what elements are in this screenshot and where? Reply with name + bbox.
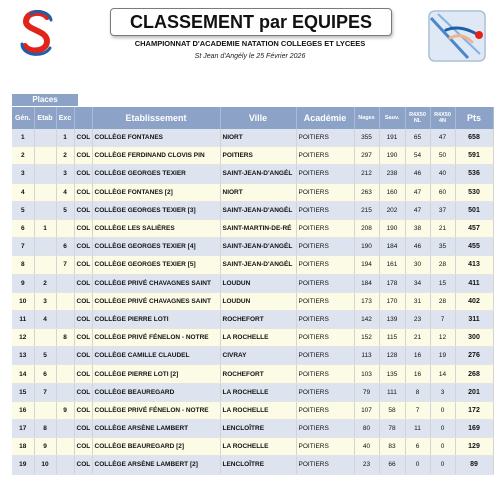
total-points: 530 (455, 183, 493, 201)
city: SAINT-JEAN-D'ANGÉL (220, 201, 296, 219)
relay-4n-points: 28 (430, 292, 455, 310)
school-name: COLLÈGE GEORGES TEXIER [4] (92, 238, 220, 256)
total-points: 268 (455, 365, 493, 383)
academy: POITIERS (296, 129, 354, 147)
school-type: COL (74, 183, 92, 201)
academy: POITIERS (296, 310, 354, 328)
school-type: COL (74, 201, 92, 219)
academy: POITIERS (296, 420, 354, 438)
school-type: COL (74, 329, 92, 347)
school-name: COLLÈGE BEAUREGARD (92, 383, 220, 401)
exc-rank (56, 347, 74, 365)
school-name: COLLÈGE PIERRE LOTI [2] (92, 365, 220, 383)
city: POITIERS (220, 147, 296, 165)
nages-points: 173 (354, 292, 379, 310)
table-row[interactable] (12, 401, 493, 419)
exc-rank (56, 456, 74, 474)
event-date: St Jean d'Angély le 25 Février 2026 (194, 53, 306, 60)
exc-rank: 1 (56, 129, 74, 147)
etab-rank: 4 (34, 310, 56, 328)
etab-rank: 5 (34, 347, 56, 365)
nages-points: 208 (354, 219, 379, 237)
school-type: COL (74, 310, 92, 328)
exc-rank (56, 438, 74, 456)
exc-rank: 2 (56, 147, 74, 165)
city: LOUDUN (220, 292, 296, 310)
relay-nl-points: 30 (405, 256, 430, 274)
academy: POITIERS (296, 365, 354, 383)
academy: POITIERS (296, 347, 354, 365)
sauvetage-points: 139 (379, 310, 405, 328)
total-points: 276 (455, 347, 493, 365)
relay-4n-points: 28 (430, 256, 455, 274)
etab-rank (34, 329, 56, 347)
relay-4n-points: 7 (430, 310, 455, 328)
city: LOUDUN (220, 274, 296, 292)
etab-rank: 6 (34, 365, 56, 383)
academy: POITIERS (296, 183, 354, 201)
school-name: COLLÈGE GEORGES TEXIER [3] (92, 201, 220, 219)
relay-4n-points: 40 (430, 165, 455, 183)
relay-4n-points: 14 (430, 365, 455, 383)
relay-nl-points: 11 (405, 420, 430, 438)
etab-rank (34, 201, 56, 219)
nages-points: 215 (354, 201, 379, 219)
sauvetage-points: 66 (379, 456, 405, 474)
gen-rank: 10 (12, 292, 34, 310)
col-type (74, 107, 92, 129)
academy: POITIERS (296, 147, 354, 165)
total-points: 591 (455, 147, 493, 165)
sauvetage-points: 78 (379, 420, 405, 438)
sauvetage-points: 191 (379, 129, 405, 147)
city: LA ROCHELLE (220, 401, 296, 419)
relay-nl-points: 38 (405, 219, 430, 237)
sauvetage-points: 190 (379, 147, 405, 165)
academy: POITIERS (296, 292, 354, 310)
exc-rank: 8 (56, 329, 74, 347)
academy: POITIERS (296, 238, 354, 256)
school-name: COLLÈGE FONTANES [2] (92, 183, 220, 201)
school-type: COL (74, 456, 92, 474)
school-name: COLLÈGE PRIVÉ FÉNELON - NOTRE (92, 329, 220, 347)
sauvetage-points: 161 (379, 256, 405, 274)
relay-4n-points: 0 (430, 401, 455, 419)
etab-rank (34, 256, 56, 274)
relay-4n-points: 37 (430, 201, 455, 219)
table-row[interactable] (12, 383, 493, 401)
team-ranking-table (12, 107, 494, 475)
relay-4n-points: 0 (430, 456, 455, 474)
exc-rank (56, 274, 74, 292)
relay-4n-points: 21 (430, 219, 455, 237)
exc-rank (56, 383, 74, 401)
sauvetage-points: 170 (379, 292, 405, 310)
total-points: 129 (455, 438, 493, 456)
gen-rank: 4 (12, 183, 34, 201)
school-name: COLLÈGE ARSÈNE LAMBERT (92, 420, 220, 438)
col-sauv[interactable]: Sauv. (379, 107, 405, 129)
school-name: COLLÈGE PRIVÉ CHAVAGNES SAINT (92, 292, 220, 310)
nages-points: 23 (354, 456, 379, 474)
exc-rank (56, 365, 74, 383)
total-points: 201 (455, 383, 493, 401)
city: LA ROCHELLE (220, 383, 296, 401)
nages-points: 107 (354, 401, 379, 419)
city: LENCLOÎTRE (220, 420, 296, 438)
school-type: COL (74, 129, 92, 147)
sauvetage-points: 160 (379, 183, 405, 201)
sauvetage-points: 111 (379, 383, 405, 401)
table-row[interactable] (12, 274, 493, 292)
relay-nl-points: 6 (405, 438, 430, 456)
relay-4n-points: 0 (430, 438, 455, 456)
etab-rank (34, 129, 56, 147)
city: LA ROCHELLE (220, 329, 296, 347)
city: ROCHEFORT (220, 310, 296, 328)
city: CIVRAY (220, 347, 296, 365)
etab-rank: 3 (34, 292, 56, 310)
table-row[interactable] (12, 183, 493, 201)
exc-rank: 7 (56, 256, 74, 274)
school-name: COLLÈGE CAMILLE CLAUDEL (92, 347, 220, 365)
table-row[interactable] (12, 347, 493, 365)
championship-subtitle: CHAMPIONNAT D'ACADEMIE NATATION COLLEGES ET LYCEES (134, 39, 366, 48)
relay-4n-points: 19 (430, 347, 455, 365)
nages-points: 103 (354, 365, 379, 383)
relay-4n-points: 12 (430, 329, 455, 347)
etab-rank: 2 (34, 274, 56, 292)
table-row[interactable] (12, 201, 493, 219)
table-row[interactable] (12, 219, 493, 237)
total-points: 172 (455, 401, 493, 419)
gen-rank: 17 (12, 420, 34, 438)
places-header: Places (12, 94, 78, 106)
nages-points: 113 (354, 347, 379, 365)
col-etablissement[interactable]: Etablissement (92, 107, 220, 129)
relay-nl-points: 16 (405, 347, 430, 365)
relay-nl-points: 47 (405, 183, 430, 201)
school-name: COLLÈGE GEORGES TEXIER (92, 165, 220, 183)
total-points: 501 (455, 201, 493, 219)
etab-rank: 8 (34, 420, 56, 438)
school-type: COL (74, 401, 92, 419)
gen-rank: 19 (12, 456, 34, 474)
col-exc[interactable]: Exc (56, 107, 74, 129)
total-points: 455 (455, 238, 493, 256)
relay-nl-points: 16 (405, 365, 430, 383)
school-type: COL (74, 165, 92, 183)
col-r4x50nl[interactable]: R4X50 NL (405, 107, 430, 129)
gen-rank: 16 (12, 401, 34, 419)
school-name: COLLÈGE FERDINAND CLOVIS PIN (92, 147, 220, 165)
exc-rank: 6 (56, 238, 74, 256)
nages-points: 80 (354, 420, 379, 438)
col-academie[interactable]: Académie (296, 107, 354, 129)
total-points: 413 (455, 256, 493, 274)
etab-rank (34, 238, 56, 256)
city: NIORT (220, 129, 296, 147)
relay-nl-points: 23 (405, 310, 430, 328)
city: SAINT-JEAN-D'ANGÉL (220, 238, 296, 256)
school-type: COL (74, 238, 92, 256)
academy: POITIERS (296, 165, 354, 183)
school-name: COLLÈGE PRIVÉ CHAVAGNES SAINT (92, 274, 220, 292)
nages-points: 184 (354, 274, 379, 292)
relay-nl-points: 54 (405, 147, 430, 165)
sauvetage-points: 184 (379, 238, 405, 256)
school-type: COL (74, 274, 92, 292)
city: LENCLOÎTRE (220, 456, 296, 474)
academy: POITIERS (296, 329, 354, 347)
sauvetage-points: 202 (379, 201, 405, 219)
sauvetage-points: 83 (379, 438, 405, 456)
table-row[interactable] (12, 329, 493, 347)
relay-4n-points: 60 (430, 183, 455, 201)
gen-rank: 3 (12, 165, 34, 183)
col-pts[interactable]: Pts (455, 107, 493, 129)
sauvetage-points: 238 (379, 165, 405, 183)
nages-points: 297 (354, 147, 379, 165)
relay-nl-points: 21 (405, 329, 430, 347)
nages-points: 263 (354, 183, 379, 201)
city: SAINT-JEAN-D'ANGÉL (220, 256, 296, 274)
academy: POITIERS (296, 456, 354, 474)
total-points: 536 (455, 165, 493, 183)
relay-nl-points: 46 (405, 165, 430, 183)
etab-rank: 10 (34, 456, 56, 474)
exc-rank: 5 (56, 201, 74, 219)
table-row[interactable] (12, 256, 493, 274)
school-type: COL (74, 219, 92, 237)
table-row[interactable] (12, 365, 493, 383)
etab-rank: 7 (34, 383, 56, 401)
etab-rank (34, 401, 56, 419)
gen-rank: 12 (12, 329, 34, 347)
relay-nl-points: 46 (405, 238, 430, 256)
relay-4n-points: 35 (430, 238, 455, 256)
academy: POITIERS (296, 201, 354, 219)
table-row[interactable] (12, 147, 493, 165)
city: NIORT (220, 183, 296, 201)
nages-points: 79 (354, 383, 379, 401)
table-row[interactable] (12, 165, 493, 183)
table-header-row (12, 107, 493, 129)
table-row[interactable] (12, 438, 493, 456)
table-row[interactable] (12, 420, 493, 438)
gen-rank: 8 (12, 256, 34, 274)
table-row[interactable] (12, 238, 493, 256)
total-points: 89 (455, 456, 493, 474)
sauvetage-points: 58 (379, 401, 405, 419)
school-type: COL (74, 147, 92, 165)
school-type: COL (74, 256, 92, 274)
gen-rank: 11 (12, 310, 34, 328)
exc-rank (56, 310, 74, 328)
relay-nl-points: 0 (405, 456, 430, 474)
relay-4n-points: 0 (430, 420, 455, 438)
gen-rank: 7 (12, 238, 34, 256)
relay-nl-points: 34 (405, 274, 430, 292)
relay-nl-points: 7 (405, 401, 430, 419)
sauvetage-points: 190 (379, 219, 405, 237)
total-points: 169 (455, 420, 493, 438)
school-type: COL (74, 292, 92, 310)
swimming-logo (428, 10, 486, 62)
gen-rank: 15 (12, 383, 34, 401)
school-name: COLLÈGE GEORGES TEXIER [5] (92, 256, 220, 274)
school-name: COLLÈGE ARSÈNE LAMBERT [2] (92, 456, 220, 474)
etab-rank: 9 (34, 438, 56, 456)
sauvetage-points: 128 (379, 347, 405, 365)
exc-rank (56, 420, 74, 438)
table-row[interactable] (12, 310, 493, 328)
total-points: 411 (455, 274, 493, 292)
academy: POITIERS (296, 256, 354, 274)
total-points: 457 (455, 219, 493, 237)
table-row[interactable] (12, 456, 493, 474)
table-row[interactable] (12, 292, 493, 310)
academy: POITIERS (296, 438, 354, 456)
gen-rank: 14 (12, 365, 34, 383)
school-name: COLLÈGE LES SALIÈRES (92, 219, 220, 237)
gen-rank: 9 (12, 274, 34, 292)
col-r4x504n[interactable]: R4X50 4N (430, 107, 455, 129)
exc-rank (56, 219, 74, 237)
relay-4n-points: 15 (430, 274, 455, 292)
gen-rank: 6 (12, 219, 34, 237)
etab-rank (34, 183, 56, 201)
relay-nl-points: 47 (405, 201, 430, 219)
gen-rank: 2 (12, 147, 34, 165)
gen-rank: 18 (12, 438, 34, 456)
relay-nl-points: 31 (405, 292, 430, 310)
city: SAINT-JEAN-D'ANGÉL (220, 165, 296, 183)
city: ROCHEFORT (220, 365, 296, 383)
page-title: CLASSEMENT par EQUIPES (110, 8, 392, 36)
etab-rank (34, 165, 56, 183)
nages-points: 355 (354, 129, 379, 147)
city: LA ROCHELLE (220, 438, 296, 456)
nages-points: 40 (354, 438, 379, 456)
nages-points: 152 (354, 329, 379, 347)
relay-4n-points: 50 (430, 147, 455, 165)
exc-rank (56, 292, 74, 310)
sauvetage-points: 115 (379, 329, 405, 347)
school-name: COLLÈGE BEAUREGARD [2] (92, 438, 220, 456)
etab-rank: 1 (34, 219, 56, 237)
total-points: 402 (455, 292, 493, 310)
school-type: COL (74, 383, 92, 401)
relay-4n-points: 3 (430, 383, 455, 401)
total-points: 311 (455, 310, 493, 328)
gen-rank: 5 (12, 201, 34, 219)
school-type: COL (74, 420, 92, 438)
academy: POITIERS (296, 274, 354, 292)
relay-4n-points: 47 (430, 129, 455, 147)
gen-rank: 13 (12, 347, 34, 365)
city: SAINT-MARTIN-DE-RÉ (220, 219, 296, 237)
col-nages[interactable]: Nages (354, 107, 379, 129)
academy: POITIERS (296, 401, 354, 419)
school-type: COL (74, 347, 92, 365)
relay-nl-points: 65 (405, 129, 430, 147)
sauvetage-points: 178 (379, 274, 405, 292)
unss-logo (16, 8, 58, 58)
table-row[interactable] (12, 129, 493, 147)
school-type: COL (74, 438, 92, 456)
sauvetage-points: 135 (379, 365, 405, 383)
exc-rank: 4 (56, 183, 74, 201)
relay-nl-points: 8 (405, 383, 430, 401)
academy: POITIERS (296, 383, 354, 401)
academy: POITIERS (296, 219, 354, 237)
nages-points: 142 (354, 310, 379, 328)
gen-rank: 1 (12, 129, 34, 147)
school-name: COLLÈGE FONTANES (92, 129, 220, 147)
nages-points: 212 (354, 165, 379, 183)
school-type: COL (74, 365, 92, 383)
nages-points: 190 (354, 238, 379, 256)
school-name: COLLÈGE PIERRE LOTI (92, 310, 220, 328)
col-gen[interactable]: Gén. (12, 107, 34, 129)
total-points: 300 (455, 329, 493, 347)
col-ville[interactable]: Ville (220, 107, 296, 129)
col-etab[interactable]: Etab (34, 107, 56, 129)
total-points: 658 (455, 129, 493, 147)
etab-rank (34, 147, 56, 165)
exc-rank: 3 (56, 165, 74, 183)
exc-rank: 9 (56, 401, 74, 419)
school-name: COLLÈGE PRIVÉ FÉNELON - NOTRE (92, 401, 220, 419)
nages-points: 194 (354, 256, 379, 274)
